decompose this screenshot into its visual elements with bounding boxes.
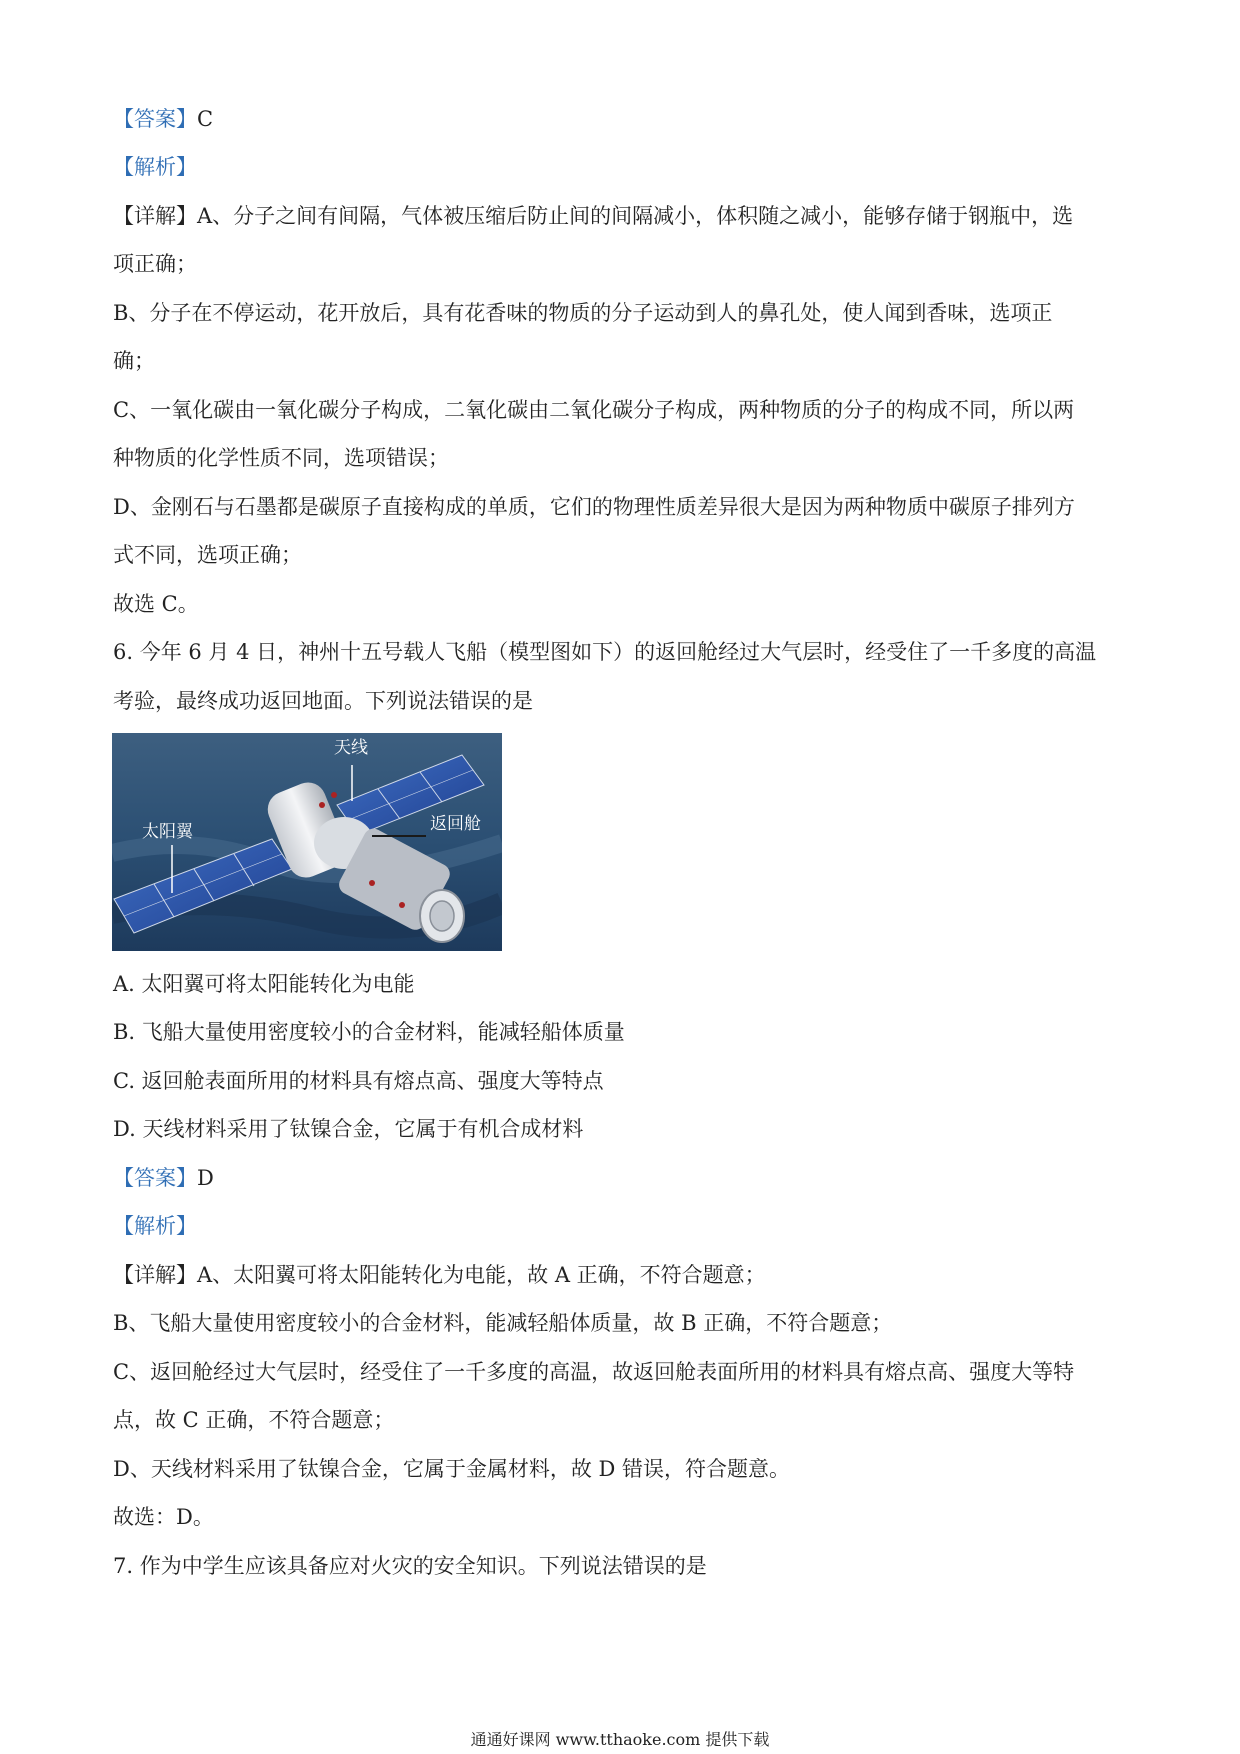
detail-text: C、一氧化碳由一氧化碳分子构成，二氧化碳由二氧化碳分子构成，两种物质的分子的构成不同，所以两	[113, 398, 1075, 422]
label-solar-wing: 太阳翼	[142, 822, 193, 842]
answer-line-q6	[113, 1163, 214, 1193]
question-stem: 7. 作为中学生应该具备应对火灾的安全知识。下列说法错误的是	[113, 1554, 707, 1578]
answer-value: D	[197, 1166, 214, 1190]
option-d: D. 天线材料采用了钛镍合金，它属于有机合成材料	[113, 1117, 584, 1141]
label-return-capsule: 返回舱	[430, 814, 481, 834]
detail-text: 项正确；	[113, 252, 197, 276]
detail-text: 式不同，选项正确；	[113, 543, 302, 567]
question-stem: 6. 今年 6 月 4 日，神州十五号载人飞船（模型图如下）的返回舱经过大气层时，经受住了一千多度的高温	[113, 640, 1097, 664]
detail-text: D、天线材料采用了钛镍合金，它属于金属材料，故 D 错误，符合题意。	[113, 1457, 791, 1481]
answer-value: C	[197, 107, 214, 131]
answer-tag: 【答案】	[113, 1166, 197, 1190]
footer-text: 通通好课网 www.tthaoke.com 提供下载	[470, 1730, 770, 1749]
detail-text: 【详解】A、太阳翼可将太阳能转化为电能，故 A 正确，不符合题意；	[113, 1263, 766, 1287]
answer-tag: 【答案】	[113, 107, 197, 131]
option-c: C. 返回舱表面所用的材料具有熔点高、强度大等特点	[113, 1069, 604, 1093]
detail-text: 确；	[113, 349, 155, 373]
label-antenna: 天线	[334, 738, 368, 758]
detail-text: B、分子在不停运动，花开放后，具有花香味的物质的分子运动到人的鼻孔处，使人闻到香味，选项正	[113, 301, 1053, 325]
detail-text: 点，故 C 正确，不符合题意；	[113, 1408, 395, 1432]
detail-text: 【详解】A、分子之间有间隔，气体被压缩后防止间的间隔减小，体积随之减小，能够存储于钢瓶中，选	[113, 204, 1074, 228]
option-a: A. 太阳翼可将太阳能转化为电能	[113, 972, 415, 996]
spacecraft-figure	[112, 733, 502, 951]
detail-text: D、金刚石与石墨都是碳原子直接构成的单质，它们的物理性质差异很大是因为两种物质中碳原子排列方	[113, 495, 1075, 519]
analysis-tag: 【解析】	[113, 1214, 197, 1238]
detail-text: 种物质的化学性质不同，选项错误；	[113, 446, 449, 470]
analysis-tag: 【解析】	[113, 155, 197, 179]
detail-text: B、飞船大量使用密度较小的合金材料，能减轻船体质量，故 B 正确，不符合题意；	[113, 1311, 893, 1335]
conclusion-text: 故选：D。	[113, 1505, 214, 1529]
question-stem: 考验，最终成功返回地面。下列说法错误的是	[113, 689, 533, 713]
conclusion-text: 故选 C。	[113, 592, 199, 616]
detail-text: C、返回舱经过大气层时，经受住了一千多度的高温，故返回舱表面所用的材料具有熔点高、强度大等特	[113, 1360, 1075, 1384]
option-b: B. 飞船大量使用密度较小的合金材料，能减轻船体质量	[113, 1020, 625, 1044]
answer-line-q5	[113, 104, 213, 134]
